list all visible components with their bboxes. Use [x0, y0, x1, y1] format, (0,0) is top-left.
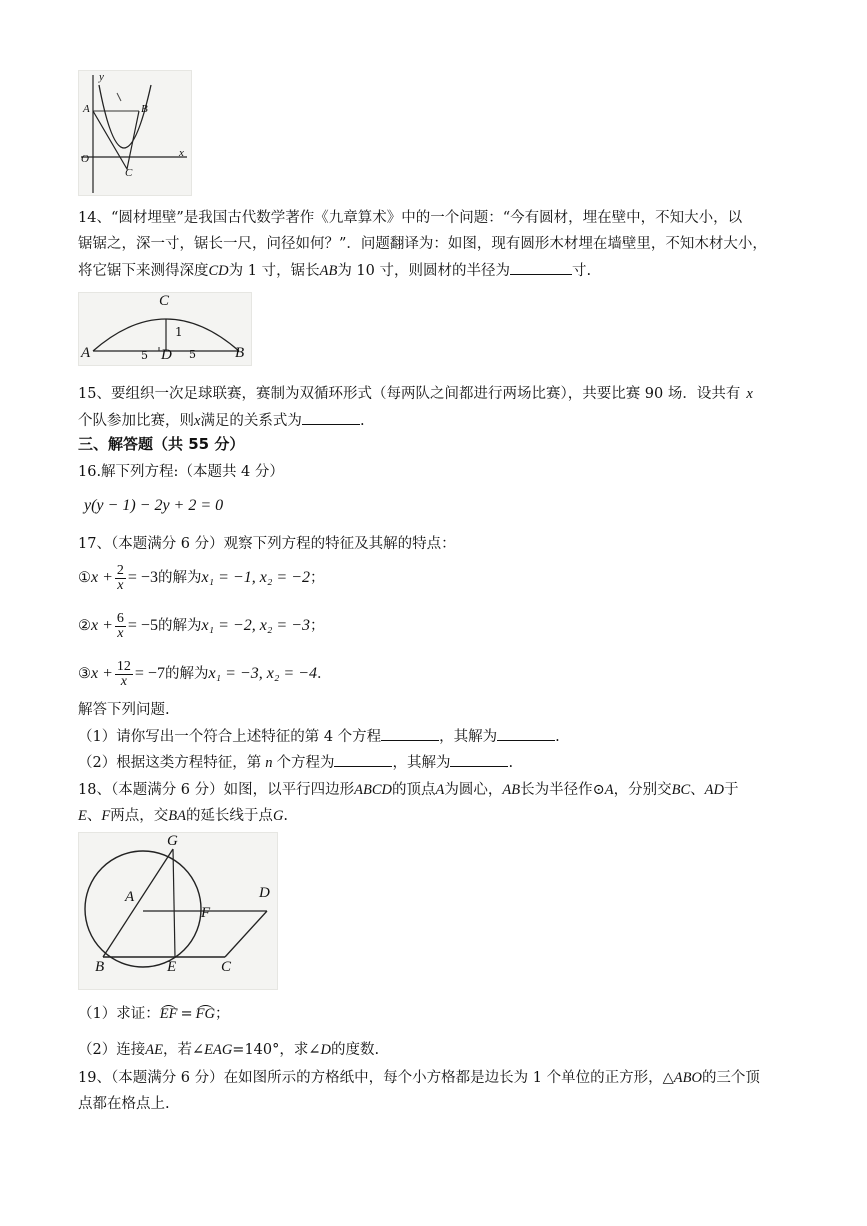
- q15-line-2: [78, 410, 365, 431]
- q17-item-1-mark: ①: [78, 570, 91, 586]
- q17-answer-prompt: 解答下列问题.: [78, 702, 170, 718]
- q14-text-a: 将它锯下来测得深度: [78, 263, 209, 279]
- q18-arc-ef: EF: [159, 1006, 178, 1022]
- q17-sub-2-blank-1[interactable]: [334, 752, 392, 767]
- q17-item-1-rhs: = −3: [127, 569, 158, 586]
- q18-sub-2: [78, 1040, 379, 1060]
- q17-sub-1: [78, 726, 560, 747]
- q14-label-1: 1: [175, 325, 183, 339]
- q16-equation: y(y − 1) − 2y + 2 = 0: [84, 497, 224, 514]
- q18-BC: BC: [671, 782, 691, 798]
- q17-sub-2-text-d: .: [508, 755, 514, 771]
- q14-text-b: 为 1 寸，锯长: [228, 263, 320, 279]
- q17-item-3-end: ．: [316, 666, 332, 682]
- q15-text-c: 满足的关系式为: [200, 413, 302, 429]
- q19-text-a: 19、（本题满分 6 分）在如图所示的方格纸中，每个小方格都是边长为 1 个单位的正方形，△: [78, 1070, 674, 1086]
- q17-item-2-solution: x₁ = −2, x₂ = −3: [201, 617, 310, 634]
- q18-AD: AD: [704, 782, 724, 798]
- q19-abo: ABO: [673, 1070, 702, 1086]
- q18-arc-fg: FG: [195, 1006, 215, 1022]
- q18-text-c: 为圆心，: [444, 782, 503, 798]
- q14-line-1: 14、“圆材埋壁”是我国古代数学著作《九章算术》中的一个问题：“今有圆材，埋在壁中，不知大小，以: [78, 210, 743, 226]
- section-3-heading: 三、解答题（共 55 分）: [78, 435, 245, 453]
- q17-item-1-fraction: $\frac{2}{x}$: [116, 562, 124, 593]
- q19-line-2: 点都在格点上.: [78, 1096, 170, 1112]
- q18-F: F: [101, 808, 111, 824]
- q17-item-2-xplus: x +: [91, 617, 113, 634]
- q18-label-D: D: [259, 885, 270, 901]
- q18-sub-1-text: （1）求证：: [78, 1006, 160, 1022]
- q18-text-k: .: [283, 808, 289, 824]
- q17-sub-2: [78, 752, 513, 773]
- q18-A2: A: [604, 782, 614, 798]
- q18-label-G: G: [167, 833, 178, 849]
- q15-x2: x: [194, 413, 201, 429]
- q17-item-2-fraction: $\frac{6}{x}$: [116, 610, 124, 641]
- q15-text-b: 个队参加比赛，则: [78, 413, 194, 429]
- q18-sub-2-text-a: （2）连接: [78, 1042, 146, 1058]
- q14-cd: CD: [208, 263, 229, 279]
- q14-label-5-left: 5: [141, 349, 148, 362]
- q18-text-i: 两点，交: [110, 808, 169, 824]
- q17-item-2-rhs: = −5: [127, 617, 158, 634]
- q17-sub-2-blank-2[interactable]: [450, 752, 508, 767]
- q15-x: x: [746, 386, 753, 402]
- q18-D: D: [320, 1042, 332, 1058]
- q17-item-3: [78, 656, 331, 692]
- q18-BA: BA: [168, 808, 186, 824]
- q17-item-2-text: 的解为: [157, 618, 202, 634]
- q17-item-1: [78, 560, 324, 596]
- q14-arc-figure: [78, 292, 252, 366]
- q14-line-3: [78, 260, 591, 281]
- q18-sub-1: [78, 1004, 229, 1024]
- q18-text-b: 的顶点: [392, 782, 436, 798]
- q17-item-1-xplus: x +: [91, 569, 113, 586]
- q17-item-3-solution: x₁ = −3, x₂ = −4: [208, 665, 317, 682]
- q18-label-A: A: [125, 889, 135, 905]
- q15-line-1: [78, 384, 753, 404]
- q14-answer-blank[interactable]: [510, 260, 572, 275]
- q13-label-y: y: [99, 71, 104, 83]
- q18-A: A: [435, 782, 445, 798]
- q18-label-F: F: [201, 905, 211, 921]
- q14-label-C: C: [159, 293, 170, 309]
- q18-text-h: 、: [86, 808, 102, 824]
- q17-item-2-end: ；: [309, 618, 325, 634]
- q14-line-2: 锯锯之，深一寸，锯长一尺，问径如何？”．问题翻译为：如图，现有圆形木材埋在墙壁里，不知木材大小，: [78, 236, 767, 252]
- q18-label-B: B: [95, 959, 105, 975]
- q17-sub-2-text-c: ，其解为: [392, 755, 451, 771]
- q13-label-A: A: [83, 103, 90, 115]
- q18-EAG: EAG: [204, 1042, 233, 1058]
- q15-text-a: 15、要组织一次足球联赛，赛制为双循环形式（每两队之间都进行两场比赛），共要比赛 90 场．设共有: [78, 386, 741, 402]
- q17-sub-1-blank-2[interactable]: [497, 726, 555, 741]
- q18-text-d: 长为半径作⊙: [520, 782, 605, 798]
- q18-text-e: ，分别交: [613, 782, 672, 798]
- q14-label-5-right: 5: [189, 348, 196, 361]
- q17-item-3-fraction: $\frac{12}{x}$: [116, 658, 131, 689]
- q13-label-B: B: [141, 103, 148, 115]
- q18-label-C: C: [221, 959, 232, 975]
- q17-sub-1-text-b: ，其解为: [439, 729, 498, 745]
- q17-title: 17、（本题满分 6 分）观察下列方程的特征及其解的特点：: [78, 536, 456, 552]
- q18-sub-2-text-b: ，若∠: [162, 1042, 205, 1058]
- q13-graph-figure: [78, 70, 192, 196]
- q14-label-A: A: [81, 345, 91, 361]
- q18-sub-2-text-d: 的度数.: [331, 1042, 380, 1058]
- q18-text-j: 的延长线于点: [185, 808, 273, 824]
- q17-item-2: [78, 608, 324, 644]
- q13-label-x: x: [179, 147, 184, 159]
- q18-line-2: [78, 806, 288, 826]
- q17-item-1-end: ；: [309, 570, 325, 586]
- q18-circle-svg: [79, 833, 277, 989]
- q17-sub-1-blank-1[interactable]: [381, 726, 439, 741]
- q18-abcd: ABCD: [354, 782, 393, 798]
- q16-title: 16.解下列方程:（本题共 4 分）: [78, 464, 284, 480]
- q19-text-b: 的三个顶: [701, 1070, 760, 1086]
- q17-sub-2-text-a: （2）根据这类方程特征，第: [78, 755, 262, 771]
- q17-item-1-solution: x₁ = −1, x₂ = −2: [201, 569, 310, 586]
- q14-label-B: B: [235, 345, 245, 361]
- q17-sub-2-n: n: [265, 755, 273, 771]
- q18-AB: AB: [502, 782, 521, 798]
- q13-label-C: C: [125, 167, 133, 179]
- q18-E: E: [78, 808, 87, 824]
- q19-line-1: [78, 1068, 760, 1088]
- q17-item-3-rhs: = −7: [134, 665, 165, 682]
- q15-text-d: .: [359, 413, 365, 429]
- q15-answer-blank[interactable]: [302, 410, 360, 425]
- q17-sub-1-text-c: .: [555, 729, 560, 745]
- q14-ab: AB: [319, 263, 338, 279]
- q18-text-g: 于: [723, 782, 739, 798]
- q14-text-d: 寸.: [572, 263, 592, 279]
- q17-sub-2-text-b: 个方程为: [276, 755, 335, 771]
- q17-item-2-mark: ②: [78, 618, 91, 634]
- q18-sub-1-end: ；: [214, 1006, 230, 1022]
- q14-label-D: D: [161, 347, 172, 363]
- q18-sub-1-eq: =: [180, 1006, 193, 1022]
- q18-label-E: E: [167, 959, 177, 975]
- q18-AE: AE: [145, 1042, 163, 1058]
- q18-text-a: 18、（本题满分 6 分）如图，以平行四边形: [78, 782, 355, 798]
- q18-sub-2-text-c: =140°，求∠: [232, 1042, 321, 1058]
- q18-line-1: [78, 780, 738, 800]
- q17-sub-1-text-a: （1）请你写出一个符合上述特征的第 4 个方程: [78, 729, 382, 745]
- q13-graph-svg: [79, 71, 191, 195]
- q18-circle-figure: [78, 832, 278, 990]
- q18-G: G: [272, 808, 284, 824]
- q14-text-c: 为 10 寸，则圆材的半径为: [337, 263, 510, 279]
- q17-item-3-text: 的解为: [164, 666, 209, 682]
- q17-item-3-xplus: x +: [91, 665, 113, 682]
- q18-text-f: 、: [690, 782, 705, 798]
- q17-item-3-mark: ③: [78, 666, 91, 682]
- q13-label-O: O: [81, 153, 89, 165]
- q17-item-1-text: 的解为: [157, 570, 202, 586]
